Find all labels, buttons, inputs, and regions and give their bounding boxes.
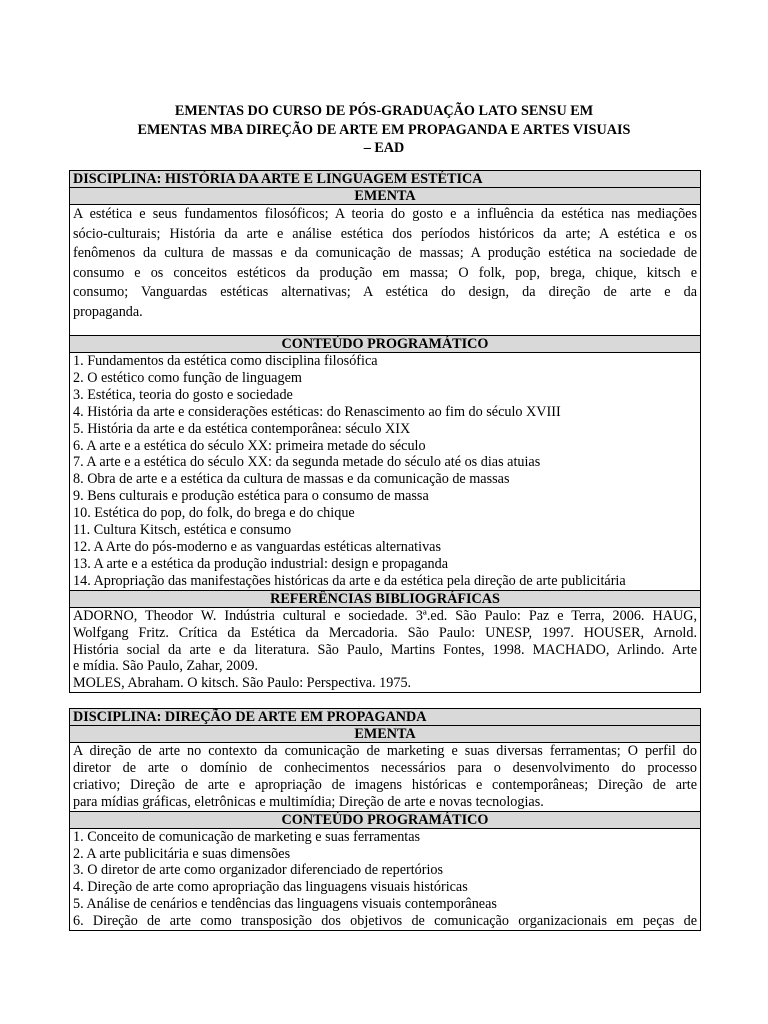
discipline-table-1 xyxy=(69,170,701,693)
list-item: 3. Estética, teoria do gosto e sociedade xyxy=(73,386,293,403)
list-item: 8. Obra de arte e a estética da cultura de massas e da comunicação de massas xyxy=(73,471,510,488)
ementa-label: EMENTA xyxy=(70,726,701,743)
list-item: 9. Bens culturais e produção estética para o consumo de massa xyxy=(73,488,429,505)
conteudo-label: CONTEÚDO PROGRAMÁTICO xyxy=(70,811,701,828)
ementa-text xyxy=(70,205,701,336)
ementa-line: propaganda. xyxy=(73,303,143,320)
ref-line: História social da arte e da literatura. São Paulo, Martins Fontes, 1998. MACHADO, Arlindo. Arte xyxy=(73,641,697,658)
ementa-line: sócio-culturais; História da arte e análise estética dos períodos históricos da arte; A estética e os xyxy=(73,225,697,242)
refs-label: REFERÊNCIAS BIBLIOGRÁFICAS xyxy=(70,590,701,607)
ementa-line: consumo; Vanguardas estéticas alternativas; A estética do design, da direção de arte e da xyxy=(73,284,697,300)
list-item: 2. A arte publicitária e suas dimensões xyxy=(73,845,291,862)
list-item: 5. Análise de cenários e tendências das linguagens visuais contemporâneas xyxy=(73,896,497,913)
discipline-table-2 xyxy=(69,708,701,931)
conteudo-list xyxy=(70,353,701,591)
title-line-2: EMENTAS MBA DIREÇÃO DE ARTE EM PROPAGANDA E ARTES VISUAIS xyxy=(137,121,631,138)
refs-text xyxy=(70,607,701,693)
list-item: 4. Direção de arte como apropriação das linguagens visuais históricas xyxy=(73,879,468,896)
discipline-heading: DISCIPLINA: DIREÇÃO DE ARTE EM PROPAGANDA xyxy=(70,709,701,726)
list-item: 13. A arte e a estética da produção industrial: design e propaganda xyxy=(73,555,449,572)
list-item: 11. Cultura Kitsch, estética e consumo xyxy=(73,522,292,539)
list-item: 2. O estético como função de linguagem xyxy=(73,369,302,386)
title-line-3: – EAD xyxy=(363,140,405,156)
ementa-line: A direção de arte no contexto da comunicação de marketing e suas diversas ferramentas; O perfil do xyxy=(73,743,697,759)
conteudo-label: CONTEÚDO PROGRAMÁTICO xyxy=(70,336,701,353)
list-item: 5. História da arte e da estética contemporânea: século XIX xyxy=(73,420,411,437)
conteudo-list xyxy=(70,828,701,930)
ementa-text xyxy=(70,743,701,812)
list-item: 14. Apropriação das manifestações históricas da arte e da estética pela direção de arte publicitária xyxy=(73,572,626,589)
document-title xyxy=(0,102,768,158)
list-item: 4. História da arte e considerações estéticas: do Renascimento ao fim do século XVIII xyxy=(73,403,561,420)
ref-line: Wolfgang Fritz. Crítica da Estética da Mercadoria. São Paulo: UNESP, 1997. HOUSER, Arnold. xyxy=(73,624,697,641)
list-item: 3. O diretor de arte como organizador diferenciado de repertórios xyxy=(73,862,444,879)
ementa-line: para mídias gráficas, eletrônicas e multimídia; Direção de arte e novas tecnologias. xyxy=(73,793,544,810)
list-item: 6. Direção de arte como transposição dos objetivos de comunicação organizacionais em peças de xyxy=(73,913,697,930)
ref-line: e mídia. São Paulo, Zahar, 2009. xyxy=(73,658,259,675)
list-item: 1. Conceito de comunicação de marketing e suas ferramentas xyxy=(73,828,421,845)
ref-line: MOLES, Abraham. O kitsch. São Paulo: Perspectiva. 1975. xyxy=(73,675,412,692)
ementa-label: EMENTA xyxy=(70,188,701,205)
list-item: 7. A arte e a estética do século XX: da segunda metade do século até os dias atuias xyxy=(73,454,541,471)
title-line-1: EMENTAS DO CURSO DE PÓS-GRADUAÇÃO LATO SENSU EM xyxy=(174,103,594,119)
list-item: 12. A Arte do pós-moderno e as vanguardas estéticas alternativas xyxy=(73,538,441,555)
ementa-line: diretor de arte o domínio de conhecimentos necessários para o desenvolvimento do processo xyxy=(73,759,697,776)
ementa-line: fenômenos da cultura de massas e da comunicação de massas; A produção estética na sociedade de xyxy=(73,245,697,261)
list-item: 10. Estética do pop, do folk, do brega e do chique xyxy=(73,505,355,522)
ementa-line: consumo e os conceitos estéticos da produção em massa; O folk, pop, brega, chique, kitsch e xyxy=(73,264,697,281)
list-item: 1. Fundamentos da estética como disciplina filosófica xyxy=(73,353,378,369)
ementa-line: criativo; Direção de arte e apropriação de imagens históricas e contemporâneas; Direção de arte xyxy=(73,776,697,793)
ref-line: ADORNO, Theodor W. Indústria cultural e sociedade. 3ª.ed. São Paulo: Paz e Terra, 2006. HAUG, xyxy=(73,607,697,624)
discipline-heading: DISCIPLINA: HISTÓRIA DA ARTE E LINGUAGEM ESTÉTICA xyxy=(70,171,701,188)
list-item: 6. A arte e a estética do século XX: primeira metade do século xyxy=(73,437,426,454)
ementa-line: A estética e seus fundamentos filosóficos; A teoria do gosto e a influência da estética nas mediações xyxy=(73,206,697,222)
